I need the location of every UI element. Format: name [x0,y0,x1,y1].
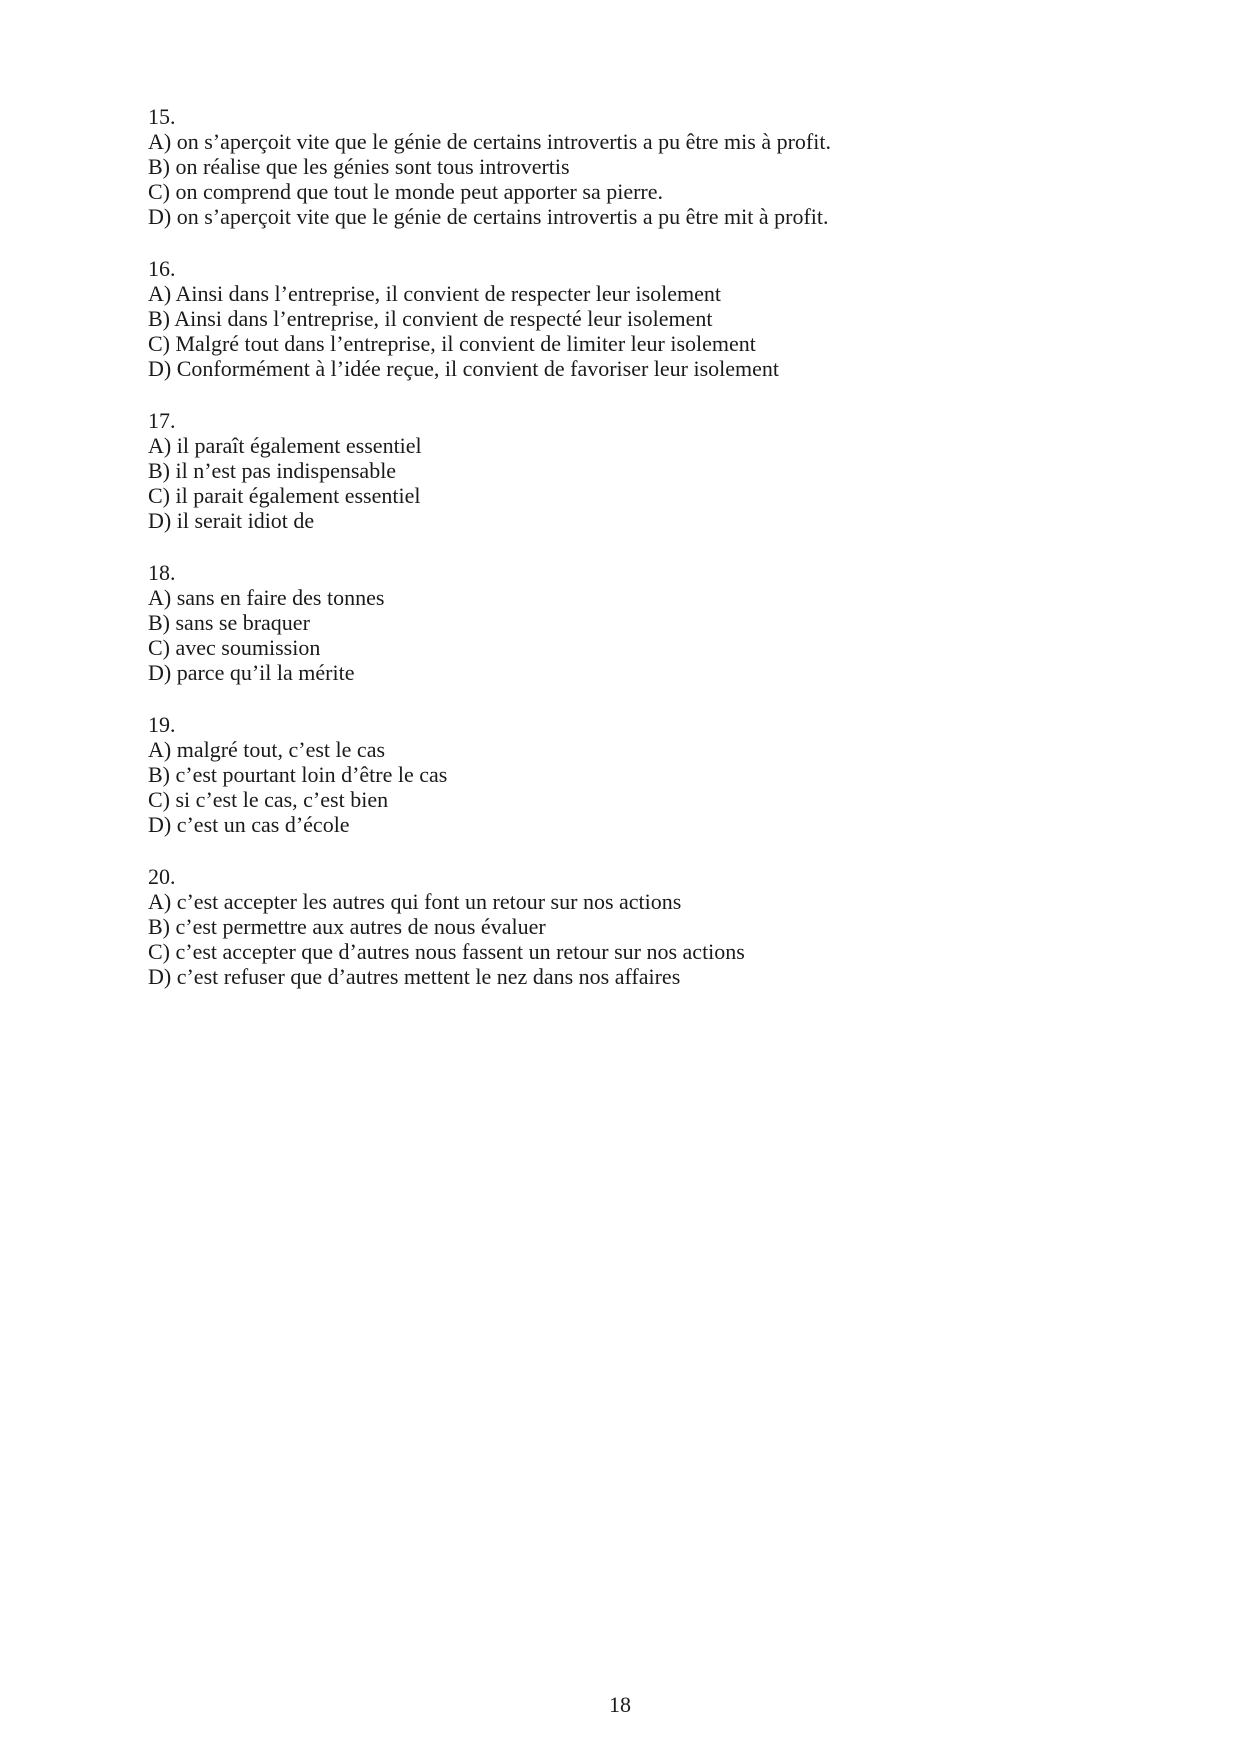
option-c: C) il parait également essentiel [148,483,421,508]
page-number: 18 [609,1692,631,1717]
option-b: B) c’est permettre aux autres de nous évaluer [148,914,546,939]
option-d: D) on s’aperçoit vite que le génie de certains introvertis a pu être mit à profit. [148,204,829,229]
option-c: C) si c’est le cas, c’est bien [148,787,389,812]
question-19 [148,712,1148,837]
question-15 [148,104,1148,229]
option-b: B) c’est pourtant loin d’être le cas [148,762,448,787]
option-a: A) malgré tout, c’est le cas [148,737,386,762]
option-c: C) on comprend que tout le monde peut apporter sa pierre. [148,179,664,204]
option-d: D) parce qu’il la mérite [148,660,355,685]
option-a: A) il paraît également essentiel [148,433,422,458]
question-number: 17. [148,408,176,433]
question-17 [148,408,1148,533]
option-c: C) c’est accepter que d’autres nous fassent un retour sur nos actions [148,939,745,964]
option-a: A) c’est accepter les autres qui font un retour sur nos actions [148,889,682,914]
option-a: A) on s’aperçoit vite que le génie de certains introvertis a pu être mis à profit. [148,129,831,154]
question-number: 18. [148,560,176,585]
option-c: C) Malgré tout dans l’entreprise, il convient de limiter leur isolement [148,331,756,356]
option-b: B) sans se braquer [148,610,310,635]
option-b: B) il n’est pas indispensable [148,458,397,483]
option-d: D) Conformément à l’idée reçue, il convient de favoriser leur isolement [148,356,780,381]
question-list [148,104,1148,1016]
question-number: 15. [148,104,176,129]
option-d: D) il serait idiot de [148,508,315,533]
option-a: A) Ainsi dans l’entreprise, il convient de respecter leur isolement [148,281,722,306]
question-16 [148,256,1148,381]
question-number: 16. [148,256,176,281]
option-b: B) on réalise que les génies sont tous introvertis [148,154,570,179]
option-b: B) Ainsi dans l’entreprise, il convient de respecté leur isolement [148,306,713,331]
option-d: D) c’est refuser que d’autres mettent le nez dans nos affaires [148,964,681,989]
question-number: 20. [148,864,176,889]
question-number: 19. [148,712,176,737]
option-a: A) sans en faire des tonnes [148,585,385,610]
question-20 [148,864,1148,989]
option-d: D) c’est un cas d’école [148,812,350,837]
question-18 [148,560,1148,685]
option-c: C) avec soumission [148,635,321,660]
